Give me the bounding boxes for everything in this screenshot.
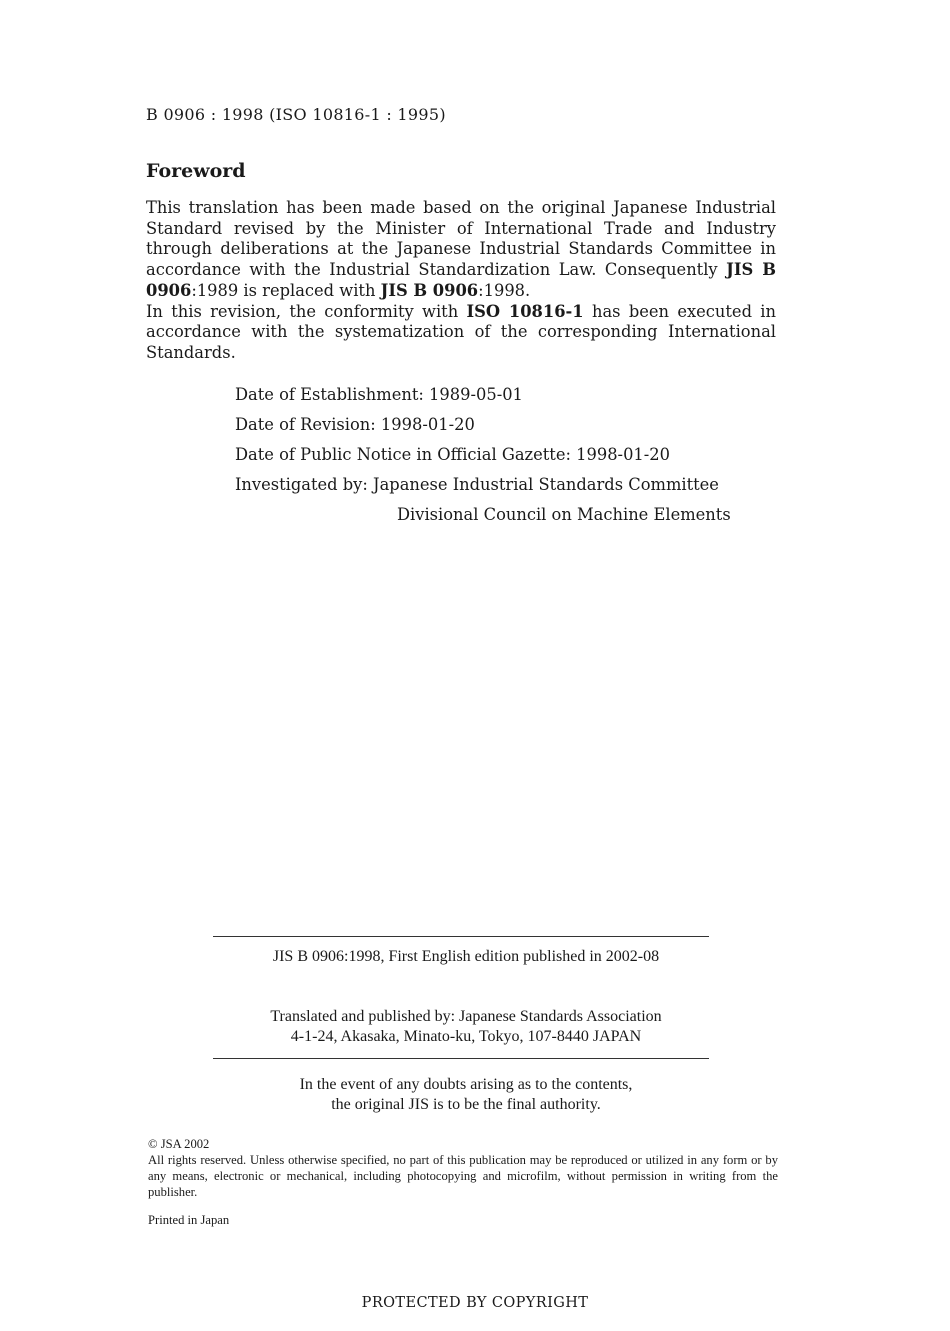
edition-line: JIS B 0906:1998, First English edition published in 2002-08 <box>272 948 660 965</box>
foreword-title: Foreword <box>146 160 246 182</box>
dates-block <box>235 384 731 534</box>
publisher-address: 4-1-24, Akasaka, Minato-ku, Tokyo, 107-8440 JAPAN <box>290 1028 642 1045</box>
foreword-p2-text-end: has been executed in accordance with the systematization of the corresponding International Standards. <box>146 301 777 362</box>
translated-by: Translated and published by: Japanese Standards Association <box>270 1008 662 1025</box>
copyright-block <box>148 1136 778 1200</box>
doubts-line-1: In the event of any doubts arising as to the contents, <box>299 1076 633 1093</box>
investigated-by: Investigated by: Japanese Industrial Standards Committee <box>235 475 719 494</box>
standard-reference: B 0906 : 1998 (ISO 10816-1 : 1995) <box>146 105 446 124</box>
rights-statement: All rights reserved. Unless otherwise specified, no part of this publication may be reproduced or utilized in any form or by any means, electronic or mechanical, including photocopying and microfilm, without permission in writing from the publisher. <box>148 1153 778 1199</box>
doubts-line-2: the original JIS is to be the final authority. <box>331 1096 601 1113</box>
foreword-body <box>146 198 776 364</box>
foreword-p1-text: This translation has been made based on the original Japanese Industrial Standard revised by the Minister of International Trade and Industry through deliberations at the Japanese Industrial Standards Committee in accordance with the Industrial Standardization Law. Consequently <box>146 198 776 280</box>
foreword-p2-text: In this revision, the conformity with <box>146 301 467 321</box>
divider-top <box>213 936 709 937</box>
copyright-notice: © JSA 2002 <box>148 1137 210 1151</box>
old-standard-year: :1989 is replaced with <box>191 280 381 300</box>
iso-standard-id: ISO 10816-1 <box>466 301 584 321</box>
new-standard-year: :1998. <box>478 280 531 300</box>
printed-in-japan: Printed in Japan <box>148 1213 230 1227</box>
printed-in <box>148 1212 778 1228</box>
foreword-paragraph-1 <box>146 198 776 302</box>
new-standard-id: JIS B 0906 <box>380 280 479 300</box>
date-of-public-notice: Date of Public Notice in Official Gazette: 1998-01-20 <box>235 445 670 464</box>
foreword-paragraph-2 <box>146 302 776 364</box>
date-of-establishment: Date of Establishment: 1989-05-01 <box>235 385 523 404</box>
protected-by-copyright: PROTECTED BY COPYRIGHT <box>361 1295 589 1311</box>
divisional-council: Divisional Council on Machine Elements <box>397 505 731 524</box>
date-of-revision: Date of Revision: 1998-01-20 <box>235 415 475 434</box>
old-standard-id: JIS B 0906 <box>146 260 777 300</box>
divider-bottom <box>213 1058 709 1059</box>
